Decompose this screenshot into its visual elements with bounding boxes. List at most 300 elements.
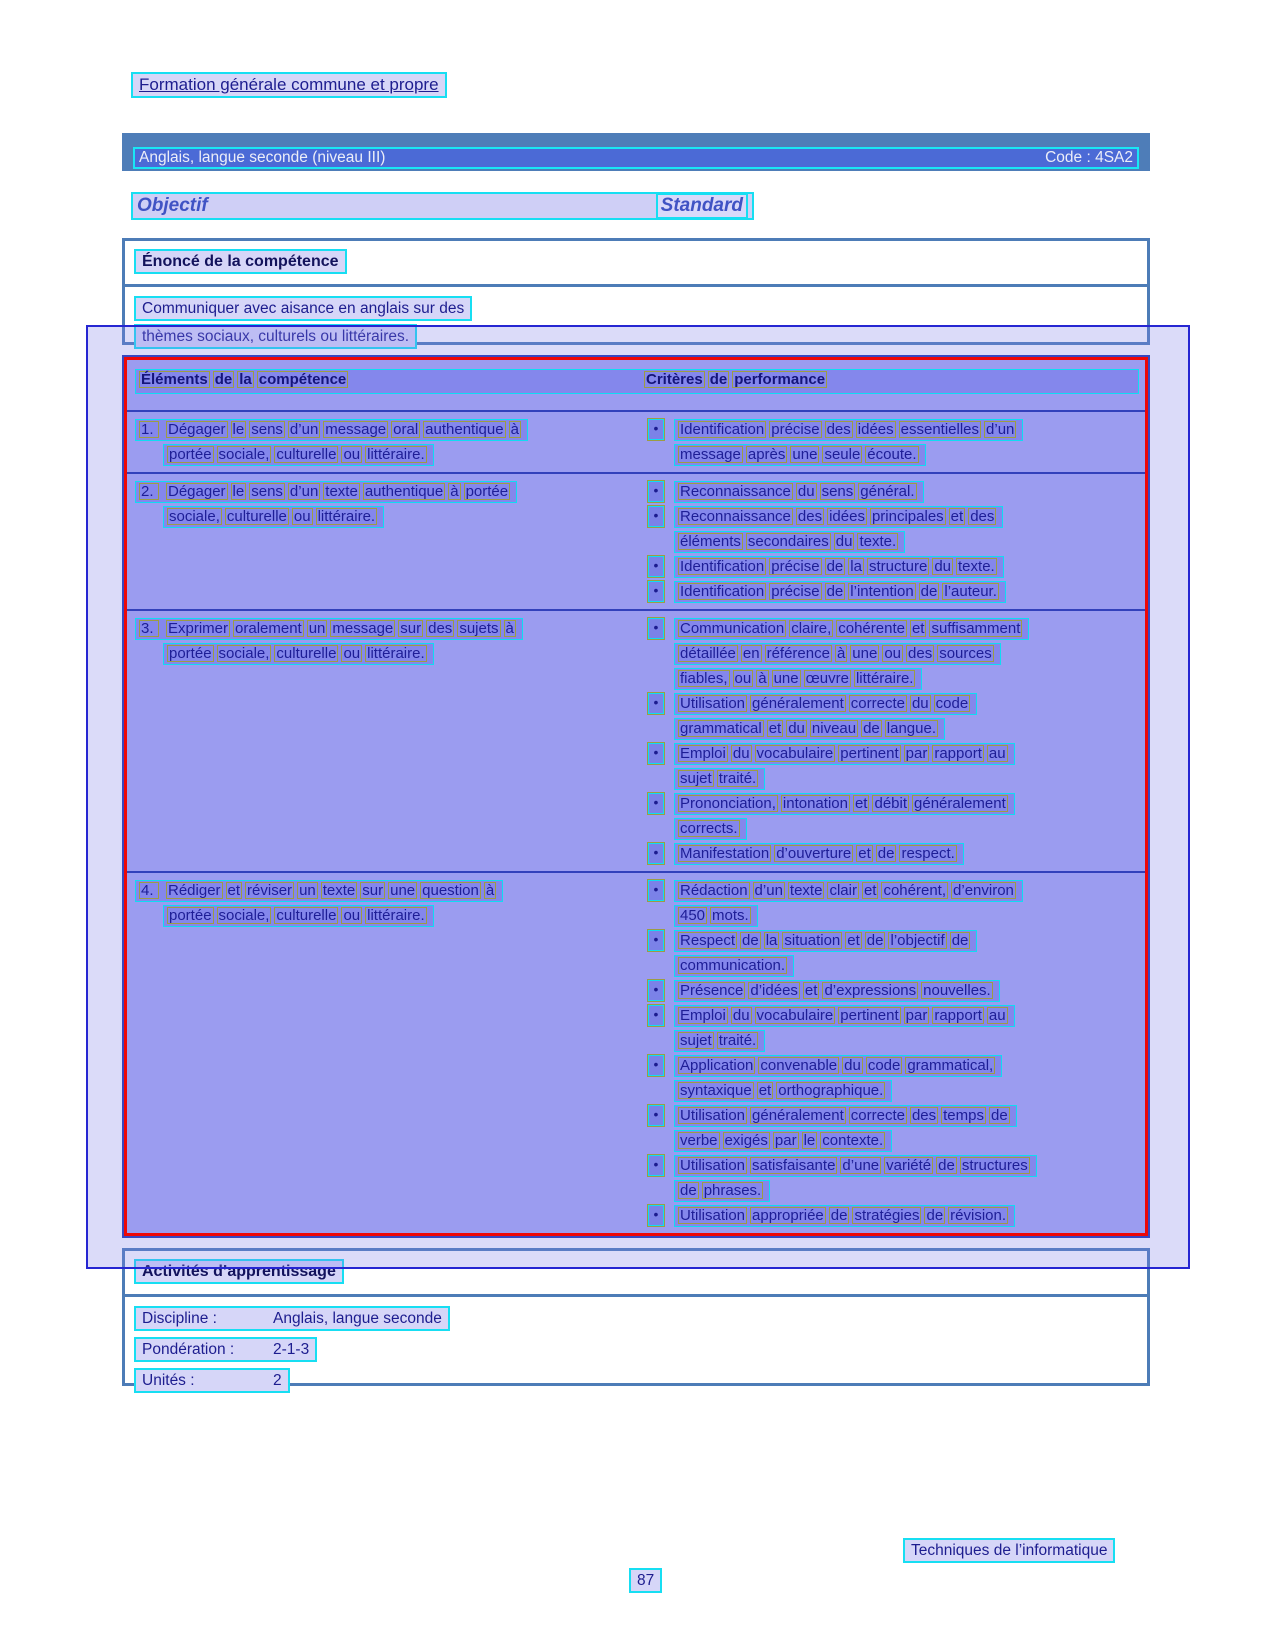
criterion-item xyxy=(648,1155,1139,1205)
bullet-icon: • xyxy=(648,1005,664,1026)
word-box: rapport xyxy=(934,1007,982,1024)
bullet-icon: • xyxy=(648,556,664,577)
word-box: secondaires xyxy=(747,533,829,550)
word-box: à xyxy=(505,620,514,637)
table-row xyxy=(127,609,1145,871)
table-body xyxy=(127,412,1145,1233)
field-label: Discipline : xyxy=(142,1310,217,1327)
word-box: grammatical, xyxy=(907,1057,994,1074)
word-box: sujet xyxy=(680,1032,712,1049)
text-line xyxy=(674,818,747,840)
word-box: d’un xyxy=(754,882,783,899)
word-box: d’expressions xyxy=(824,982,917,999)
word-box: Respect xyxy=(680,932,736,949)
word-box: l’objectif xyxy=(890,932,945,949)
word-box: de xyxy=(866,932,884,949)
word-box: œuvre xyxy=(805,670,849,687)
criterion-lines xyxy=(674,1005,1015,1055)
bullet-icon: • xyxy=(648,793,664,814)
enonce-heading-row xyxy=(125,241,1147,287)
word-box: littéraire. xyxy=(367,645,425,662)
word-box: généralement xyxy=(752,695,844,712)
table-header-line xyxy=(135,369,1139,394)
word-box: réviser xyxy=(247,882,293,899)
text-line xyxy=(163,506,384,528)
word-box: sur xyxy=(362,882,384,899)
criterion-item xyxy=(648,793,1139,843)
word-box: de xyxy=(951,932,969,949)
word-box: par xyxy=(905,745,928,762)
word-box: variété xyxy=(886,1157,932,1174)
word-box: d’ouverture xyxy=(776,845,852,862)
word-box: texte xyxy=(322,882,356,899)
table-row xyxy=(127,472,1145,609)
word-box: à xyxy=(450,483,459,500)
criterion-lines xyxy=(674,693,977,743)
word-box: ou xyxy=(293,508,311,525)
word-box: des xyxy=(908,645,933,662)
word-box: traité. xyxy=(718,770,757,787)
word-box: communication. xyxy=(680,957,786,974)
criterion-item xyxy=(648,419,1139,469)
word-box: Utilisation xyxy=(680,695,746,712)
word-box: de xyxy=(991,1107,1008,1124)
enonce-section xyxy=(122,238,1150,345)
word-box: ou xyxy=(884,645,902,662)
word-box: du xyxy=(844,1057,861,1074)
word-box: à xyxy=(510,421,519,438)
text-line xyxy=(163,444,434,466)
enonce-line: Communiquer avec aisance en anglais sur des xyxy=(134,296,472,321)
word-box: généralement xyxy=(914,795,1006,812)
word-box: claire, xyxy=(791,620,832,637)
word-box: ou xyxy=(343,907,361,924)
word-box: authentique xyxy=(364,483,444,500)
criterion-item xyxy=(648,1205,1139,1230)
word-box: précise xyxy=(771,558,820,575)
word-box: exigés xyxy=(724,1132,768,1149)
text-line xyxy=(674,743,1015,765)
criterion-item xyxy=(648,743,1139,793)
word-box: idées xyxy=(829,508,865,525)
word-box: phrases. xyxy=(703,1182,762,1199)
word-box: Éléments xyxy=(141,371,208,388)
word-box: l’auteur. xyxy=(944,583,997,600)
text-line xyxy=(163,905,434,927)
word-box: vocabulaire xyxy=(756,745,834,762)
word-box: mots. xyxy=(712,907,749,924)
course-banner-highlight xyxy=(133,147,1139,169)
course-title: Anglais, langue seconde (niveau III) xyxy=(139,149,386,166)
activites-field xyxy=(134,1337,317,1362)
word-box: texte. xyxy=(958,558,995,575)
word-box: du xyxy=(934,558,952,575)
criterion-lines xyxy=(674,843,964,868)
bullet-icon: • xyxy=(648,618,664,639)
word-box: fiables, xyxy=(680,670,728,687)
word-box: et xyxy=(858,845,871,862)
word-box: portée xyxy=(169,907,212,924)
word-box: vocabulaire xyxy=(756,1007,834,1024)
bullet-icon: • xyxy=(648,1155,664,1176)
activites-section xyxy=(122,1248,1150,1389)
bullet-icon: • xyxy=(648,930,664,951)
word-box: sens xyxy=(821,483,854,500)
word-box: sujets xyxy=(459,620,499,637)
word-box: et xyxy=(854,795,868,812)
word-box: syntaxique xyxy=(680,1082,752,1099)
word-box: temps xyxy=(943,1107,984,1124)
word-box: au xyxy=(988,745,1006,762)
course-code: Code : 4SA2 xyxy=(1045,149,1133,166)
word-box: culturelle xyxy=(276,645,337,662)
criterion-lines xyxy=(674,930,977,980)
element-cell xyxy=(135,419,648,469)
word-box: éléments xyxy=(680,533,741,550)
bullet-icon: • xyxy=(648,693,664,714)
word-box: général. xyxy=(860,483,915,500)
word-box: 1. xyxy=(139,421,159,438)
field-label: Unités : xyxy=(142,1372,195,1389)
text-line xyxy=(674,481,924,503)
text-line xyxy=(674,531,905,553)
word-box: une xyxy=(852,645,878,662)
footer-program: Techniques de l’informatique xyxy=(903,1538,1115,1563)
enonce-heading: Énoncé de la compétence xyxy=(134,249,347,274)
criterion-item xyxy=(648,1055,1139,1105)
text-line xyxy=(674,1055,1002,1077)
word-box: essentielles xyxy=(900,421,980,438)
activites-field xyxy=(134,1368,290,1393)
word-box: texte xyxy=(789,882,823,899)
word-box: de xyxy=(830,1207,848,1224)
criterion-lines xyxy=(674,1105,1017,1155)
word-box: stratégies xyxy=(854,1207,920,1224)
text-line xyxy=(674,905,758,927)
word-box: sociale, xyxy=(218,907,270,924)
word-box: par xyxy=(774,1132,797,1149)
criteria-cell xyxy=(648,481,1139,606)
bullet-icon: • xyxy=(648,1105,664,1126)
word-box: du xyxy=(732,1007,750,1024)
text-line xyxy=(674,693,977,715)
word-box: suffisamment xyxy=(931,620,1021,637)
word-box: l’intention xyxy=(850,583,914,600)
word-box: corrects. xyxy=(680,820,738,837)
word-box: Identification xyxy=(680,421,765,438)
text-line xyxy=(674,980,1000,1002)
table-header-row xyxy=(127,360,1145,412)
word-box: par xyxy=(905,1007,928,1024)
word-box: de xyxy=(826,558,844,575)
criterion-lines xyxy=(674,1055,1002,1105)
text-line xyxy=(135,618,523,640)
word-box: culturelle xyxy=(226,508,287,525)
text-line xyxy=(674,768,765,790)
criterion-lines xyxy=(674,506,1003,556)
criterion-item xyxy=(648,618,1139,693)
word-box: de xyxy=(214,371,233,388)
bullet-icon: • xyxy=(648,1205,664,1226)
word-box: 3. xyxy=(139,620,159,637)
word-box: structure xyxy=(868,558,928,575)
word-box: du xyxy=(835,533,853,550)
word-box: traité. xyxy=(718,1032,757,1049)
word-box: Reconnaissance xyxy=(680,483,791,500)
bullet-icon: • xyxy=(648,843,664,864)
criterion-lines xyxy=(674,481,924,506)
element-cell xyxy=(135,618,648,868)
word-box: le xyxy=(803,1132,816,1149)
criterion-item xyxy=(648,930,1139,980)
standard-label-box xyxy=(656,193,748,219)
bullet-icon: • xyxy=(648,506,664,527)
word-box: seule xyxy=(824,446,861,463)
word-box: de xyxy=(742,932,759,949)
criterion-item xyxy=(648,980,1139,1005)
word-box: et xyxy=(911,620,925,637)
word-box: des xyxy=(797,508,823,525)
word-box: de xyxy=(709,371,728,388)
bullet-icon: • xyxy=(648,481,664,502)
word-box: Utilisation xyxy=(680,1157,746,1174)
enonce-content-row xyxy=(125,287,1147,358)
word-box: langue. xyxy=(886,720,936,737)
word-box: Utilisation xyxy=(680,1207,746,1224)
col-header-criteres xyxy=(644,371,830,392)
criterion-item xyxy=(648,506,1139,556)
word-box: la xyxy=(765,932,778,949)
word-box: du xyxy=(797,483,815,500)
objectif-standard-row xyxy=(131,192,754,220)
text-line xyxy=(674,930,977,952)
word-box: de xyxy=(863,720,880,737)
word-box: Reconnaissance xyxy=(680,508,791,525)
word-box: Application xyxy=(680,1057,754,1074)
word-box: Rédaction xyxy=(680,882,748,899)
word-box: des xyxy=(428,620,453,637)
word-box: ou xyxy=(734,670,752,687)
field-label: Pondération : xyxy=(142,1341,235,1358)
course-banner xyxy=(122,133,1150,171)
word-box: Communication xyxy=(680,620,785,637)
word-box: sens xyxy=(251,421,283,438)
word-box: Dégager xyxy=(168,421,226,438)
word-box: une xyxy=(773,670,799,687)
word-box: des xyxy=(911,1107,937,1124)
criterion-item xyxy=(648,481,1139,506)
criterion-item xyxy=(648,1005,1139,1055)
word-box: correcte xyxy=(850,695,905,712)
criterion-lines xyxy=(674,743,1015,793)
word-box: performance xyxy=(734,371,826,388)
word-box: le xyxy=(232,483,245,500)
word-box: satisfaisante xyxy=(752,1157,836,1174)
word-box: et xyxy=(768,720,782,737)
word-box: Rédiger xyxy=(168,882,221,899)
word-box: un xyxy=(308,620,326,637)
word-box: de xyxy=(920,583,938,600)
text-line xyxy=(674,843,964,865)
word-box: authentique xyxy=(425,421,504,438)
text-line xyxy=(674,581,1006,603)
word-box: Manifestation xyxy=(680,845,770,862)
text-line xyxy=(674,793,1015,815)
text-line xyxy=(674,444,926,466)
table-row xyxy=(127,412,1145,472)
criterion-lines xyxy=(674,1155,1037,1205)
word-box: idées xyxy=(857,421,894,438)
word-box: des xyxy=(826,421,851,438)
text-line xyxy=(674,880,1023,902)
word-box: 4. xyxy=(139,882,159,899)
word-box: du xyxy=(911,695,929,712)
word-box: message xyxy=(680,446,741,463)
word-box: orthographique. xyxy=(778,1082,884,1099)
criteria-cell xyxy=(648,618,1139,868)
criterion-item xyxy=(648,693,1139,743)
bullet-icon: • xyxy=(648,581,664,602)
text-line xyxy=(674,643,1001,665)
word-box: de xyxy=(938,1157,955,1174)
word-box: ou xyxy=(343,446,361,463)
word-box: oral xyxy=(393,421,419,438)
word-box: compétence xyxy=(258,371,347,388)
word-box: contexte. xyxy=(822,1132,884,1149)
text-line xyxy=(674,718,945,740)
word-box: et xyxy=(863,882,877,899)
word-box: des xyxy=(970,508,995,525)
word-box: code xyxy=(867,1057,901,1074)
col-header-elements xyxy=(139,371,644,392)
word-box: à xyxy=(758,670,767,687)
field-value: Anglais, langue seconde xyxy=(273,1310,442,1327)
table-row xyxy=(127,871,1145,1233)
criterion-item xyxy=(648,581,1139,606)
word-box: la xyxy=(850,558,862,575)
word-box: en xyxy=(742,645,760,662)
word-box: convenable xyxy=(760,1057,838,1074)
word-box: à xyxy=(836,645,846,662)
word-box: cohérente xyxy=(838,620,905,637)
enonce-line: thèmes sociaux, culturels ou littéraires. xyxy=(134,324,417,349)
word-box: précise xyxy=(771,421,820,438)
text-line xyxy=(674,1030,765,1052)
text-line xyxy=(135,880,503,902)
word-box: révision. xyxy=(950,1207,1007,1224)
word-box: 450 xyxy=(680,907,706,924)
criterion-lines xyxy=(674,1205,1015,1230)
bullet-icon: • xyxy=(648,743,664,764)
word-box: de xyxy=(680,1182,697,1199)
bullet-icon: • xyxy=(648,1055,664,1076)
word-box: généralement xyxy=(752,1107,844,1124)
text-line xyxy=(674,668,922,690)
word-box: au xyxy=(988,1007,1006,1024)
word-box: situation xyxy=(784,932,841,949)
criterion-lines xyxy=(674,618,1029,693)
word-box: d’un xyxy=(289,421,319,438)
word-box: sociale, xyxy=(169,508,220,525)
word-box: précise xyxy=(771,583,820,600)
word-box: cohérent, xyxy=(883,882,947,899)
criteria-cell xyxy=(648,880,1139,1230)
word-box: d’idées xyxy=(750,982,798,999)
word-box: d’environ xyxy=(953,882,1014,899)
word-box: Présence xyxy=(680,982,744,999)
word-box: clair xyxy=(829,882,857,899)
word-box: Identification xyxy=(680,583,765,600)
word-box: pertinent xyxy=(840,1007,899,1024)
word-box: d’un xyxy=(289,483,319,500)
word-box: appropriée xyxy=(752,1207,824,1224)
criterion-item xyxy=(648,880,1139,930)
word-box: Emploi xyxy=(680,745,726,762)
criterion-item xyxy=(648,1105,1139,1155)
document-title-text: Formation générale commune et propre xyxy=(139,75,439,94)
word-box: Emploi xyxy=(680,1007,726,1024)
word-box: un xyxy=(299,882,316,899)
word-box: une xyxy=(390,882,416,899)
word-box: le xyxy=(232,421,245,438)
text-line xyxy=(135,481,517,503)
word-box: portée xyxy=(169,645,212,662)
word-box: écoute. xyxy=(867,446,917,463)
word-box: niveau xyxy=(811,720,857,737)
criterion-lines xyxy=(674,556,1004,581)
word-box: littéraire. xyxy=(367,446,425,463)
bullet-icon: • xyxy=(648,980,664,1001)
word-box: et xyxy=(227,882,241,899)
word-box: verbe xyxy=(680,1132,718,1149)
document-title xyxy=(131,72,447,98)
word-box: oralement xyxy=(235,620,302,637)
word-box: message xyxy=(332,620,394,637)
word-box: Prononciation, xyxy=(680,795,776,812)
word-box: référence xyxy=(766,645,830,662)
word-box: sources xyxy=(939,645,992,662)
word-box: grammatical xyxy=(680,720,762,737)
word-box: la xyxy=(239,371,252,388)
criterion-lines xyxy=(674,880,1023,930)
word-box: après xyxy=(747,446,786,463)
objectif-label: Objectif xyxy=(137,195,208,216)
element-cell xyxy=(135,880,648,1230)
word-box: d’un xyxy=(986,421,1015,438)
text-line xyxy=(674,618,1029,640)
text-line xyxy=(135,419,528,441)
word-box: du xyxy=(732,745,750,762)
word-box: Exprimer xyxy=(168,620,229,637)
word-box: débit xyxy=(874,795,908,812)
word-box: littéraire. xyxy=(855,670,914,687)
word-box: littéraire. xyxy=(367,907,425,924)
word-box: et xyxy=(847,932,860,949)
text-line xyxy=(674,419,1023,441)
word-box: texte xyxy=(325,483,358,500)
word-box: Identification xyxy=(680,558,765,575)
word-box: du xyxy=(788,720,805,737)
text-line xyxy=(674,1130,892,1152)
word-box: portée xyxy=(465,483,509,500)
word-box: et xyxy=(950,508,964,525)
word-box: question xyxy=(422,882,479,899)
element-cell xyxy=(135,481,648,606)
word-box: texte. xyxy=(859,533,897,550)
criterion-lines xyxy=(674,793,1015,843)
bullet-icon: • xyxy=(648,419,664,440)
word-box: nouvelles. xyxy=(923,982,991,999)
